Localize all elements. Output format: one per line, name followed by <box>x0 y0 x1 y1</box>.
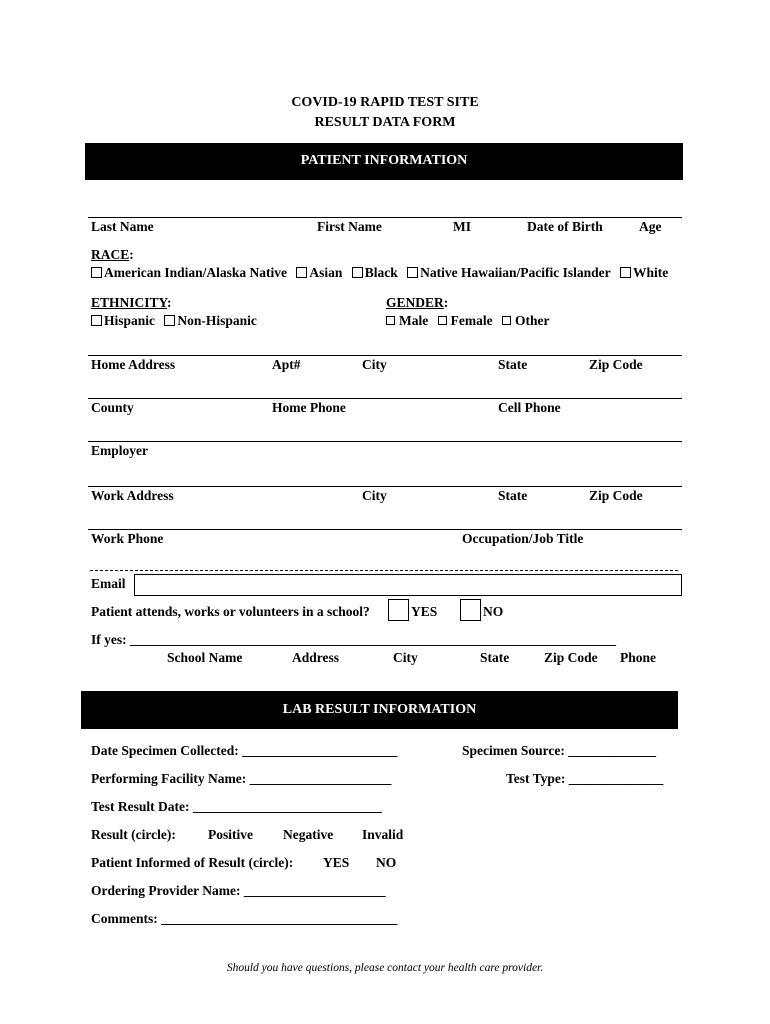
email-label: Email <box>91 576 126 591</box>
result-negative-option[interactable]: Negative <box>283 827 334 842</box>
race-asian-label: Asian <box>309 265 343 280</box>
form-title-line-1: COVID-19 RAPID TEST SITE <box>291 95 479 110</box>
ethnicity-label: ETHNICITY <box>91 295 168 310</box>
patient-informed-yes-option[interactable]: YES <box>323 855 350 870</box>
cell-phone-label: Cell Phone <box>498 400 561 415</box>
gender-other-label: Other <box>514 313 550 328</box>
race-asian-checkbox[interactable] <box>296 267 307 278</box>
test-result-date-field: Test Result Date: ____________________________ <box>91 799 382 814</box>
ordering-provider-field: Ordering Provider Name: _____________________ <box>91 883 386 898</box>
form-title-line-2: RESULT DATA FORM <box>314 115 456 130</box>
gender-other-checkbox[interactable] <box>502 316 511 325</box>
gender-male-label: Male <box>399 313 429 328</box>
specimen-source-field: Specimen Source: _____________ <box>462 743 656 758</box>
home-address-line <box>88 355 682 356</box>
date-specimen-collected-field: Date Specimen Collected: _______________________ <box>91 743 398 758</box>
school-yes-checkbox[interactable] <box>388 599 409 621</box>
school-city-caption: City <box>393 650 418 665</box>
if-yes-label: If yes: <box>91 632 130 647</box>
race-label-row <box>91 247 134 263</box>
ethnicity-non-hispanic-label: Non-Hispanic <box>177 313 257 328</box>
phone-line <box>88 398 682 399</box>
ethnicity-hispanic-label: Hispanic <box>104 313 156 328</box>
gender-label-row <box>386 295 448 311</box>
home-zip-label: Zip Code <box>589 357 643 372</box>
home-state-label: State <box>498 357 528 372</box>
race-american-indian-checkbox[interactable] <box>91 267 102 278</box>
test-type-field: Test Type: ______________ <box>506 771 664 786</box>
race-black-label: Black <box>364 265 398 280</box>
school-no-label: NO <box>483 604 504 619</box>
work-phone-label: Work Phone <box>91 531 164 546</box>
lab-result-heading-text: LAB RESULT INFORMATION <box>282 702 477 717</box>
work-state-label: State <box>498 488 528 503</box>
result-positive-option[interactable]: Positive <box>208 827 253 842</box>
school-question-label: Patient attends, works or volunteers in a school? <box>91 604 370 619</box>
gender-label: GENDER <box>386 295 444 310</box>
mi-label: MI <box>453 219 471 234</box>
school-state-caption: State <box>480 650 510 665</box>
home-phone-label: Home Phone <box>272 400 346 415</box>
patient-information-heading <box>85 143 683 180</box>
school-name-caption: School Name <box>167 650 243 665</box>
ethnicity-label-row <box>91 295 172 311</box>
if-yes-blank: ________________________________________________________________________ <box>130 632 616 647</box>
lab-result-heading <box>81 691 678 729</box>
ethnicity-non-hispanic-checkbox[interactable] <box>164 315 175 326</box>
county-label: County <box>91 400 134 415</box>
race-white-checkbox[interactable] <box>620 267 631 278</box>
patient-informed-no-option[interactable]: NO <box>376 855 397 870</box>
race-options <box>91 265 668 281</box>
work-zip-label: Zip Code <box>589 488 643 503</box>
race-native-hawaiian-checkbox[interactable] <box>407 267 418 278</box>
school-phone-caption: Phone <box>620 650 657 665</box>
name-line <box>88 217 682 218</box>
work-city-label: City <box>362 488 387 503</box>
ethnicity-options <box>91 313 257 329</box>
school-yes-label: YES <box>411 604 438 619</box>
work-phone-line <box>88 529 682 530</box>
performing-facility-field: Performing Facility Name: _____________________ <box>91 771 392 786</box>
employer-label: Employer <box>91 443 148 458</box>
gender-options <box>386 313 549 329</box>
age-label: Age <box>639 219 662 234</box>
email-input-box[interactable] <box>134 574 682 596</box>
comments-field: Comments: ___________________________________ <box>91 911 398 926</box>
work-address-line <box>88 486 682 487</box>
result-invalid-option[interactable]: Invalid <box>362 827 404 842</box>
gender-female-label: Female <box>450 313 493 328</box>
home-address-label: Home Address <box>91 357 176 372</box>
gender-female-checkbox[interactable] <box>438 316 447 325</box>
first-name-label: First Name <box>317 219 382 234</box>
home-city-label: City <box>362 357 387 372</box>
date-of-birth-label: Date of Birth <box>527 219 603 234</box>
footer-note: Should you have questions, please contact your health care provider. <box>226 962 544 974</box>
race-native-hawaiian-label: Native Hawaiian/Pacific Islander <box>420 265 611 280</box>
patient-informed-label: Patient Informed of Result (circle): <box>91 855 294 870</box>
patient-information-heading-text: PATIENT INFORMATION <box>300 153 468 168</box>
race-white-label: White <box>633 265 669 280</box>
if-yes-row <box>91 632 616 648</box>
employer-line <box>88 441 682 442</box>
work-address-label: Work Address <box>91 488 174 503</box>
school-address-caption: Address <box>292 650 340 665</box>
race-american-indian-label: American Indian/Alaska Native <box>104 265 288 280</box>
school-zip-caption: Zip Code <box>544 650 598 665</box>
race-label: RACE <box>91 247 130 262</box>
ethnicity-colon: : <box>167 295 172 310</box>
apt-label: Apt# <box>272 357 301 372</box>
email-top-line <box>90 570 678 571</box>
result-label: Result (circle): <box>91 827 176 842</box>
race-black-checkbox[interactable] <box>352 267 363 278</box>
race-colon: : <box>129 247 134 262</box>
last-name-label: Last Name <box>91 219 154 234</box>
school-no-checkbox[interactable] <box>460 599 481 621</box>
gender-male-checkbox[interactable] <box>386 316 395 325</box>
ethnicity-hispanic-checkbox[interactable] <box>91 315 102 326</box>
gender-colon: : <box>443 295 449 310</box>
occupation-label: Occupation/Job Title <box>462 531 584 546</box>
